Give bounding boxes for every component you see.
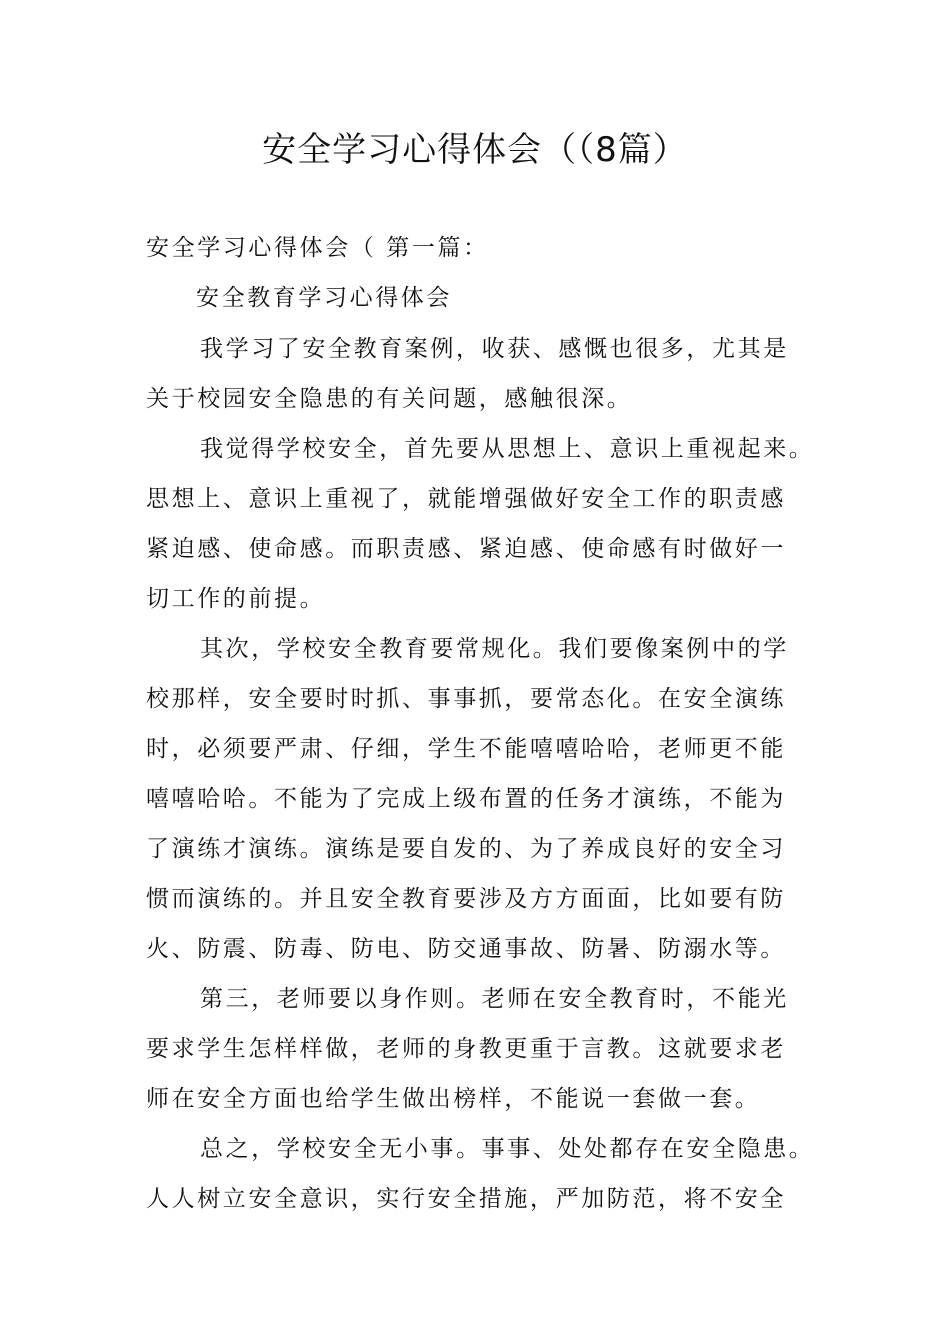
paragraph-line: 人人树立安全意识，实行安全措施，严加防范，将不安全 <box>146 1186 786 1212</box>
section-heading: 安全学习心得体会（ 第一篇： <box>146 235 489 261</box>
paragraph-line: 时，必须要严肃、仔细，学生不能嘻嘻哈哈，老师更不能 <box>146 736 786 762</box>
paragraph-line: 我觉得学校安全，首先要从思想上、意识上重视起来。 <box>200 436 815 462</box>
paragraph-line: 切工作的前提。 <box>146 586 326 612</box>
paragraph-line: 校那样，安全要时时抓、事事抓，要常态化。在安全演练 <box>146 686 786 712</box>
paragraph-line: 师在安全方面也给学生做出榜样，不能说一套做一套。 <box>146 1086 761 1112</box>
document-title: 安全学习心得体会（（8篇） <box>262 130 688 170</box>
paragraph-line: 总之，学校安全无小事。事事、处处都存在安全隐患。 <box>200 1136 815 1162</box>
paragraph-line: 火、防震、防毒、防电、防交通事故、防暑、防溺水等。 <box>146 936 786 962</box>
paragraph-line: 紧迫感、使命感。而职责感、紧迫感、使命感有时做好一 <box>146 536 786 562</box>
paragraph-line: 了演练才演练。演练是要自发的、为了养成良好的安全习 <box>146 836 786 862</box>
paragraph-line: 嘻嘻哈哈。不能为了完成上级布置的任务才演练，不能为 <box>146 786 786 812</box>
paragraph-line: 要求学生怎样样做，老师的身教更重于言教。这就要求老 <box>146 1036 786 1062</box>
paragraph-line: 思想上、意识上重视了，就能增强做好安全工作的职责感 <box>146 486 786 512</box>
subheading: 安全教育学习心得体会 <box>196 285 452 311</box>
paragraph-line: 关于校园安全隐患的有关问题，感触很深。 <box>146 386 633 412</box>
paragraph-line: 其次，学校安全教育要常规化。我们要像案例中的学 <box>200 636 789 662</box>
paragraph-line: 惯而演练的。并且安全教育要涉及方方面面，比如要有防 <box>146 886 786 912</box>
paragraph-line: 第三，老师要以身作则。老师在安全教育时，不能光 <box>200 986 789 1012</box>
paragraph-line: 我学习了安全教育案例，收获、感慨也很多，尤其是 <box>200 336 789 362</box>
